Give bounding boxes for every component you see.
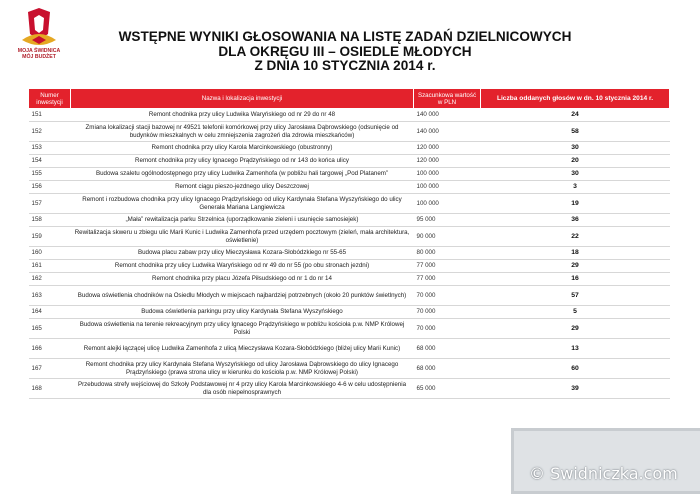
table-row — [29, 155, 670, 168]
table-row — [29, 273, 670, 286]
estimated-value-cell: 80 000 — [414, 247, 481, 260]
investment-name-cell: Remont i rozbudowa chodnika przy ulicy Ignacego Prądzyńskiego od ulicy Kardynała Stefana Wyszyńskiego do ulicy Generała Mariana Langiewicza — [71, 194, 414, 214]
investment-name-cell: Remont chodnika przy ulicy Ignacego Prądzyńskiego od nr 143 do końca ulicy — [71, 155, 414, 168]
investment-number-cell: 165 — [29, 319, 71, 339]
estimated-value-cell: 100 000 — [414, 194, 481, 214]
investment-number-cell: 151 — [29, 109, 71, 122]
table-header-row — [29, 89, 670, 109]
votes-count-cell: 36 — [481, 214, 670, 227]
investment-name-cell: Zmiana lokalizacji stacji bazowej nr 49521 telefonii komórkowej przy ulicy Jarosława Dąbrowskiego (odsunięcie od budynków mieszkalnych w celu zmniejszenia zagrożeń dla zdrowia mieszkańców) — [71, 122, 414, 142]
votes-count-cell: 5 — [481, 306, 670, 319]
votes-count-cell: 16 — [481, 273, 670, 286]
estimated-value-cell: 120 000 — [414, 155, 481, 168]
investment-number-cell: 158 — [29, 214, 71, 227]
logo-line-2: MÓJ BUDŻET — [22, 54, 56, 60]
document-title — [95, 30, 595, 74]
voting-results-table — [28, 88, 670, 399]
estimated-value-cell: 77 000 — [414, 260, 481, 273]
investment-number-cell: 163 — [29, 286, 71, 306]
logo-line-1: MOJA ŚWIDNICA — [17, 48, 61, 54]
investment-number-cell: 159 — [29, 227, 71, 247]
table-row — [29, 168, 670, 181]
votes-count-cell: 22 — [481, 227, 670, 247]
header-investment-name: Nazwa i lokalizacja inwestycji — [71, 89, 414, 109]
investment-number-cell: 166 — [29, 339, 71, 359]
investment-name-cell: Rewitalizacja skweru u zbiegu ulic Marii Kunic i Ludwika Zamenhofa przed urzędem pocztowym (zieleń, mała architektura, oświetlenie) — [71, 227, 414, 247]
table-row — [29, 286, 670, 306]
investment-name-cell: Budowa placu zabaw przy ulicy Mieczysława Kozara-Słobódzkiego nr 55-65 — [71, 247, 414, 260]
watermark — [511, 428, 700, 494]
investment-name-cell: Remont chodnika przy ulicy Kardynała Stefana Wyszyńskiego od ulicy Jarosława Dąbrowskiego do ulicy Ignacego Prądzyńskiego (prawa strona ulicy w kierunku do kościoła p.w. NMP Królowej Polski) — [71, 359, 414, 379]
estimated-value-cell: 95 000 — [414, 214, 481, 227]
estimated-value-cell: 68 000 — [414, 339, 481, 359]
votes-count-cell: 24 — [481, 109, 670, 122]
votes-count-cell: 58 — [481, 122, 670, 142]
title-line-3: Z DNIA 10 STYCZNIA 2014 r. — [254, 58, 436, 73]
investment-name-cell: Remont ciągu pieszo-jezdnego ulicy Deszczowej — [71, 181, 414, 194]
table-row — [29, 214, 670, 227]
investment-number-cell: 157 — [29, 194, 71, 214]
investment-number-cell: 153 — [29, 142, 71, 155]
investment-number-cell: 160 — [29, 247, 71, 260]
votes-count-cell: 29 — [481, 260, 670, 273]
estimated-value-cell: 90 000 — [414, 227, 481, 247]
header-investment-number: Numer inwestycji — [29, 89, 71, 109]
table-row — [29, 227, 670, 247]
votes-count-cell: 29 — [481, 319, 670, 339]
investment-name-cell: Przebudowa strefy wejściowej do Szkoły Podstawowej nr 4 przy ulicy Karola Marcinkowskiego 4-6 w celu udostępnienia dla osób niepełnosprawnych — [71, 379, 414, 399]
investment-number-cell: 164 — [29, 306, 71, 319]
estimated-value-cell: 100 000 — [414, 181, 481, 194]
table-row — [29, 260, 670, 273]
title-line-1: WSTĘPNE WYNIKI GŁOSOWANIA NA LISTĘ ZADAŃ DZIELNICOWYCH — [118, 29, 572, 44]
table-row — [29, 306, 670, 319]
investment-name-cell: Budowa szaletu ogólnodostępnego przy ulicy Ludwika Zamenhofa (w pobliżu hali targowej „Pod Platanem” — [71, 168, 414, 181]
votes-count-cell: 30 — [481, 168, 670, 181]
table-row — [29, 359, 670, 379]
estimated-value-cell: 77 000 — [414, 273, 481, 286]
investment-number-cell: 161 — [29, 260, 71, 273]
header-estimated-value: Szacunkowa wartość w PLN — [414, 89, 481, 109]
votes-count-cell: 57 — [481, 286, 670, 306]
investment-name-cell: Remont alejki łączącej ulicę Ludwika Zamenhofa z ulicą Mieczysława Kozara-Słobódzkiego (bliżej ulicy Marii Kunic) — [71, 339, 414, 359]
table-row — [29, 319, 670, 339]
table-row — [29, 379, 670, 399]
logo-caption — [0, 48, 78, 60]
title-line-2: DLA OKRĘGU III – OSIEDLE MŁODYCH — [218, 43, 472, 59]
estimated-value-cell: 140 000 — [414, 109, 481, 122]
investment-number-cell: 167 — [29, 359, 71, 379]
estimated-value-cell: 68 000 — [414, 359, 481, 379]
table-row — [29, 109, 670, 122]
investment-number-cell: 155 — [29, 168, 71, 181]
votes-count-cell: 3 — [481, 181, 670, 194]
investment-name-cell: Budowa oświetlenia chodników na Osiedlu Młodych w miejscach najbardziej potrzebnych (około 20 punktów świetlnych) — [71, 286, 414, 306]
investment-number-cell: 156 — [29, 181, 71, 194]
investment-name-cell: Budowa oświetlenia parkingu przy ulicy Kardynała Stefana Wyszyńskiego — [71, 306, 414, 319]
investment-name-cell: „Mała” rewitalizacja parku Strzelnica (uporządkowanie zieleni i usunięcie samosiejek) — [71, 214, 414, 227]
votes-count-cell: 20 — [481, 155, 670, 168]
estimated-value-cell: 120 000 — [414, 142, 481, 155]
table-row — [29, 339, 670, 359]
investment-name-cell: Remont chodnika przy ulicy Ludwika Waryńskiego od nr 49 do nr 55 (po obu stronach jezdni) — [71, 260, 414, 273]
investment-number-cell: 168 — [29, 379, 71, 399]
table-row — [29, 194, 670, 214]
table-row — [29, 247, 670, 260]
investment-number-cell: 162 — [29, 273, 71, 286]
table-row — [29, 142, 670, 155]
votes-count-cell: 60 — [481, 359, 670, 379]
investment-number-cell: 152 — [29, 122, 71, 142]
estimated-value-cell: 65 000 — [414, 379, 481, 399]
votes-count-cell: 30 — [481, 142, 670, 155]
votes-count-cell: 18 — [481, 247, 670, 260]
investment-number-cell: 154 — [29, 155, 71, 168]
table-row — [29, 122, 670, 142]
header-votes-count: Liczba oddanych głosów w dn. 10 stycznia 2014 r. — [481, 89, 670, 109]
watermark-text: © Swidniczka.com — [529, 464, 678, 483]
investment-name-cell: Remont chodnika przy ulicy Ludwika Waryńskiego od nr 29 do nr 48 — [71, 109, 414, 122]
votes-count-cell: 13 — [481, 339, 670, 359]
estimated-value-cell: 70 000 — [414, 319, 481, 339]
investment-name-cell: Budowa oświetlenia na terenie rekreacyjnym przy ulicy Ignacego Prądzyńskiego w pobliżu kościoła p.w. NMP Królowej Polski — [71, 319, 414, 339]
estimated-value-cell: 70 000 — [414, 286, 481, 306]
table-row — [29, 181, 670, 194]
votes-count-cell: 39 — [481, 379, 670, 399]
investment-name-cell: Remont chodnika przy placu Józefa Piłsudskiego od nr 1 do nr 14 — [71, 273, 414, 286]
estimated-value-cell: 140 000 — [414, 122, 481, 142]
votes-count-cell: 19 — [481, 194, 670, 214]
investment-name-cell: Remont chodnika przy ulicy Karola Marcinkowskiego (obustronny) — [71, 142, 414, 155]
estimated-value-cell: 70 000 — [414, 306, 481, 319]
estimated-value-cell: 100 000 — [414, 168, 481, 181]
